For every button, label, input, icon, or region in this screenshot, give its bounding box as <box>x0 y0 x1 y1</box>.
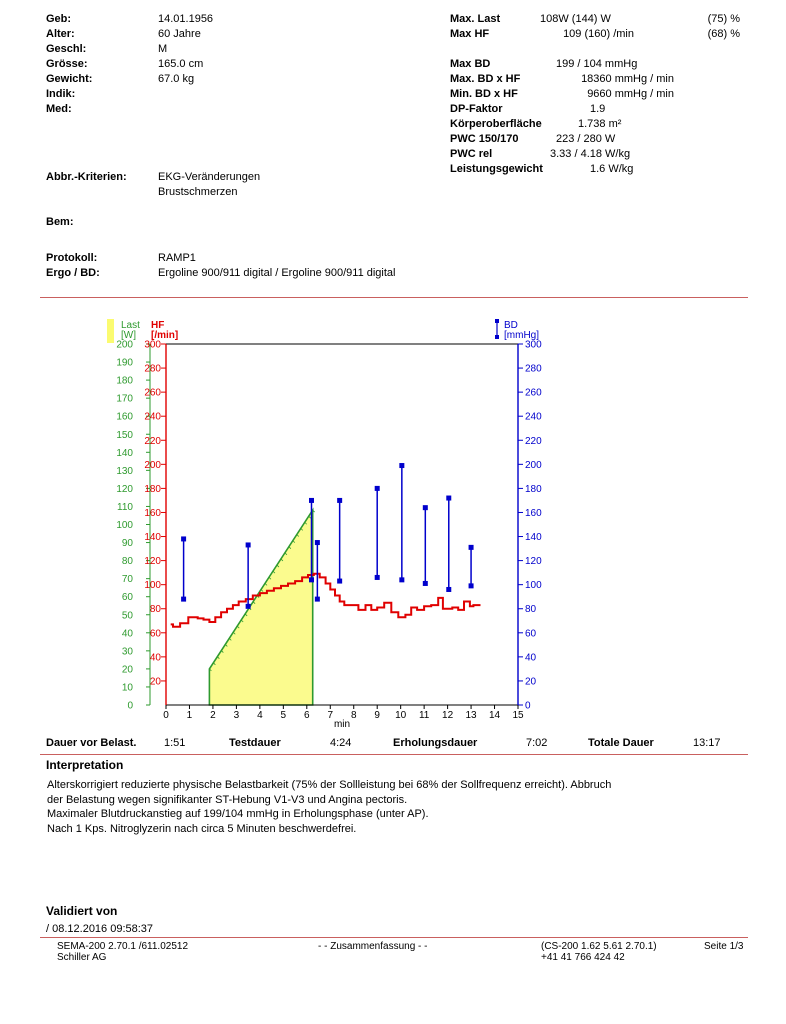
load-axis-tick-label: 140 <box>116 447 133 459</box>
hr-axis-tick-label: 100 <box>144 580 161 592</box>
heart-rate-line <box>171 574 481 627</box>
bp-systolic-marker <box>315 540 320 545</box>
hr-axis-tick-label: 60 <box>149 628 161 640</box>
hr-axis-tick-label: 260 <box>144 387 161 399</box>
hr-axis-tick-label: 300 <box>144 339 161 351</box>
label-pwc: PWC 150/170 <box>450 133 519 145</box>
load-axis-tick-label: 130 <box>116 465 133 477</box>
hr-axis-tick-label: 140 <box>144 532 161 544</box>
x-axis-tick-label: 15 <box>512 710 524 721</box>
hr-axis-label: HF <box>151 320 165 331</box>
footer-company: Schiller AG <box>57 952 107 963</box>
value-max-hf: 109 (160) /min <box>563 28 634 40</box>
label-ergo: Ergo / BD: <box>46 267 100 279</box>
label-gewicht: Gewicht: <box>46 73 93 85</box>
hr-axis-tick-label: 160 <box>144 507 161 519</box>
x-axis-tick-label: 0 <box>163 710 169 721</box>
label-testdauer: Testdauer <box>229 737 281 749</box>
x-axis-tick-label: 14 <box>488 710 501 721</box>
interpretation-line-3: Maximaler Blutdruckanstieg auf 199/104 mmHg in Erholungsphase (unter AP). <box>47 808 429 820</box>
bp-axis-tick-label: 140 <box>525 532 542 544</box>
value-totale-dauer: 13:17 <box>693 737 721 749</box>
bp-axis-tick-label: 100 <box>525 580 542 592</box>
load-axis-tick-label: 0 <box>127 700 133 712</box>
load-axis-tick-label: 90 <box>121 538 133 550</box>
bp-axis-tick-label: 60 <box>525 628 537 640</box>
divider-top <box>40 297 748 298</box>
x-axis-tick-label: 8 <box>350 710 357 721</box>
label-dp-faktor: DP-Faktor <box>450 103 503 115</box>
value-max-bd-hf: 18360 mmHg / min <box>581 73 674 85</box>
load-axis-tick-label: 110 <box>117 501 133 513</box>
bp-axis-tick-label: 160 <box>525 507 542 519</box>
value-protokoll: RAMP1 <box>158 252 196 264</box>
bp-axis-tick-label: 240 <box>525 411 542 423</box>
validation-line: / 08.12.2016 09:58:37 <box>46 923 154 935</box>
bp-diastolic-marker <box>399 577 404 582</box>
bp-axis-tick-label: 0 <box>525 700 531 712</box>
hr-axis-tick-label: 180 <box>144 483 161 495</box>
label-erholungsdauer: Erholungsdauer <box>393 737 478 749</box>
footer-phone: +41 41 766 424 42 <box>541 952 625 963</box>
exercise-chart <box>0 312 786 732</box>
load-axis-tick-label: 170 <box>116 393 133 405</box>
interpretation-line-2: der Belastung wegen signifikanter ST-Hebung V1-V3 und Angina pectoris. <box>47 794 408 806</box>
x-axis-label: min <box>333 719 351 730</box>
hr-axis-tick-label: 40 <box>149 652 161 664</box>
value-koerperoberflaeche: 1.738 m² <box>578 118 622 130</box>
bp-diastolic-marker <box>181 597 186 602</box>
value-ergo: Ergoline 900/911 digital / Ergoline 900/911 digital <box>158 267 396 279</box>
bp-diastolic-marker <box>423 581 428 586</box>
load-axis-tick-label: 40 <box>121 628 133 640</box>
value-alter: 60 Jahre <box>158 28 201 40</box>
label-protokoll: Protokoll: <box>46 252 98 264</box>
label-dauer-vor-belast: Dauer vor Belast. <box>46 737 137 749</box>
pct-max-last: (75) % <box>707 13 740 25</box>
bp-diastolic-marker <box>375 575 380 580</box>
value-abbr-2: Brustschmerzen <box>158 186 238 198</box>
footer-device-version: (CS-200 1.62 5.61 2.70.1) <box>541 941 657 952</box>
interpretation-heading: Interpretation <box>46 758 124 772</box>
bp-axis-tick-label: 260 <box>525 387 542 399</box>
x-axis-tick-label: 4 <box>257 710 263 721</box>
hr-axis-tick-label: 200 <box>144 459 161 471</box>
load-axis-tick-label: 100 <box>116 520 133 531</box>
label-totale-dauer: Totale Dauer <box>588 737 654 749</box>
load-axis-tick-label: 60 <box>121 592 133 604</box>
load-axis-tick-label: 120 <box>116 483 133 495</box>
label-koerperoberflaeche: Körperoberfläche <box>450 118 542 130</box>
hr-axis-tick-label: 240 <box>144 411 161 423</box>
load-area <box>209 510 312 705</box>
bp-axis-tick-label: 300 <box>525 339 542 351</box>
bp-systolic-marker <box>181 536 186 541</box>
load-axis-unit: [W] <box>121 330 136 341</box>
bp-axis-tick-label: 120 <box>525 556 542 568</box>
bp-systolic-marker <box>469 545 474 550</box>
hr-axis-tick-label: 220 <box>144 435 161 447</box>
label-med: Med: <box>46 103 72 115</box>
value-geschl: M <box>158 43 168 55</box>
x-axis-tick-label: 5 <box>280 710 287 721</box>
label-groesse: Grösse: <box>46 58 88 70</box>
value-dauer-vor-belast: 1:51 <box>164 737 186 749</box>
plot-frame <box>166 344 518 705</box>
load-axis-tick-label: 80 <box>121 556 133 568</box>
bp-axis-tick-label: 80 <box>525 604 537 616</box>
load-axis-tick-label: 50 <box>121 610 133 622</box>
x-axis-tick-label: 10 <box>395 710 407 721</box>
label-alter: Alter: <box>46 28 75 40</box>
x-axis-tick-label: 1 <box>186 710 193 721</box>
validation-heading: Validiert von <box>46 904 118 918</box>
load-axis-tick-label: 70 <box>121 574 133 586</box>
load-axis-tick-label: 200 <box>116 339 133 351</box>
label-max-last: Max. Last <box>450 13 501 25</box>
hr-axis-tick-label: 80 <box>149 604 161 616</box>
bp-axis-unit: [mmHg] <box>504 330 539 341</box>
bp-diastolic-marker <box>315 597 320 602</box>
value-pwc: 223 / 280 W <box>556 133 616 145</box>
bp-systolic-marker <box>375 486 380 491</box>
bp-axis-tick-label: 180 <box>525 483 542 495</box>
label-abbr-kriterien: Abbr.-Kriterien: <box>46 171 127 183</box>
label-min-bd-hf: Min. BD x HF <box>450 88 518 100</box>
value-gewicht: 67.0 kg <box>158 73 195 85</box>
interpretation-line-1: Alterskorrigiert reduzierte physische Belastbarkeit (75% der Sollleistung bei 68% der Sollfrequenz erreicht). Abbruch <box>47 779 612 791</box>
bp-axis-label: BD <box>504 320 518 331</box>
label-geb: Geb: <box>46 13 72 25</box>
bp-systolic-marker <box>337 498 342 503</box>
value-leistungsgewicht: 1.6 W/kg <box>590 163 634 175</box>
label-max-bd-hf: Max. BD x HF <box>450 73 521 85</box>
load-axis-tick-label: 150 <box>116 429 133 441</box>
value-pwc-rel: 3.33 / 4.18 W/kg <box>550 148 631 160</box>
label-max-bd: Max BD <box>450 58 491 70</box>
x-axis-tick-label: 7 <box>327 710 334 721</box>
bp-legend-dia-marker <box>495 335 499 339</box>
bp-legend-sys-marker <box>495 319 499 323</box>
load-axis-tick-label: 190 <box>116 357 133 369</box>
label-pwc-rel: PWC rel <box>450 148 493 160</box>
bp-diastolic-marker <box>337 579 342 584</box>
value-testdauer: 4:24 <box>330 737 352 749</box>
value-dp-faktor: 1.9 <box>590 103 606 115</box>
bp-axis-tick-label: 20 <box>525 676 537 688</box>
label-indik: Indik: <box>46 88 76 100</box>
divider-interpretation <box>40 754 748 755</box>
footer-section-title: - - Zusammenfassung - - <box>318 941 428 952</box>
x-axis-tick-label: 13 <box>465 710 477 721</box>
label-geschl: Geschl: <box>46 43 87 55</box>
bp-diastolic-marker <box>469 583 474 588</box>
hr-axis-tick-label: 280 <box>144 363 161 375</box>
hr-axis-tick-label: 20 <box>149 676 161 688</box>
bp-axis-tick-label: 40 <box>525 652 537 664</box>
bp-systolic-marker <box>246 542 251 547</box>
x-axis-tick-label: 2 <box>210 710 216 721</box>
chart-plot-area <box>116 340 542 722</box>
value-abbr-1: EKG-Veränderungen <box>158 171 261 183</box>
load-axis-tick-label: 10 <box>121 682 133 694</box>
divider-footer <box>40 937 748 938</box>
bp-diastolic-marker <box>446 587 451 592</box>
bp-systolic-marker <box>446 496 451 501</box>
footer-software-version: SEMA-200 2.70.1 /611.02512 <box>57 941 189 952</box>
bp-systolic-marker <box>423 505 428 510</box>
load-axis-tick-label: 20 <box>121 664 133 676</box>
hr-axis-tick-label: 120 <box>144 556 161 568</box>
load-axis-tick-label: 180 <box>116 375 133 387</box>
label-max-hf: Max HF <box>450 28 490 40</box>
footer-page-number: Seite 1/3 <box>704 941 744 952</box>
bp-systolic-marker <box>399 463 404 468</box>
x-axis-tick-label: 12 <box>442 710 454 721</box>
x-axis-tick-label: 6 <box>304 710 310 721</box>
value-max-last: 108W (144) W <box>540 13 611 25</box>
label-leistungsgewicht: Leistungsgewicht <box>450 163 543 175</box>
value-erholungsdauer: 7:02 <box>526 737 548 749</box>
value-min-bd-hf: 9660 mmHg / min <box>587 88 674 100</box>
load-axis-label: Last <box>121 320 140 331</box>
hr-axis-unit: [/min] <box>151 330 179 341</box>
label-bem: Bem: <box>46 216 74 228</box>
x-axis-tick-label: 3 <box>233 710 240 721</box>
load-legend-swatch <box>107 319 114 343</box>
bp-systolic-marker <box>309 498 314 503</box>
load-axis-tick-label: 160 <box>116 411 133 423</box>
bp-diastolic-marker <box>246 604 251 609</box>
value-max-bd: 199 / 104 mmHg <box>556 58 638 70</box>
bp-axis-tick-label: 200 <box>525 459 542 471</box>
pct-max-hf: (68) % <box>707 28 740 40</box>
load-axis-tick-label: 30 <box>121 646 133 658</box>
value-groesse: 165.0 cm <box>158 58 204 70</box>
value-geb: 14.01.1956 <box>158 13 214 25</box>
bp-axis-tick-label: 280 <box>525 363 542 375</box>
x-axis-tick-label: 9 <box>374 710 380 721</box>
interpretation-line-4: Nach 1 Kps. Nitroglyzerin nach circa 5 Minuten beschwerdefrei. <box>47 823 357 835</box>
bp-diastolic-marker <box>309 577 314 582</box>
x-axis-tick-label: 11 <box>418 710 430 721</box>
bp-axis-tick-label: 220 <box>525 435 542 447</box>
